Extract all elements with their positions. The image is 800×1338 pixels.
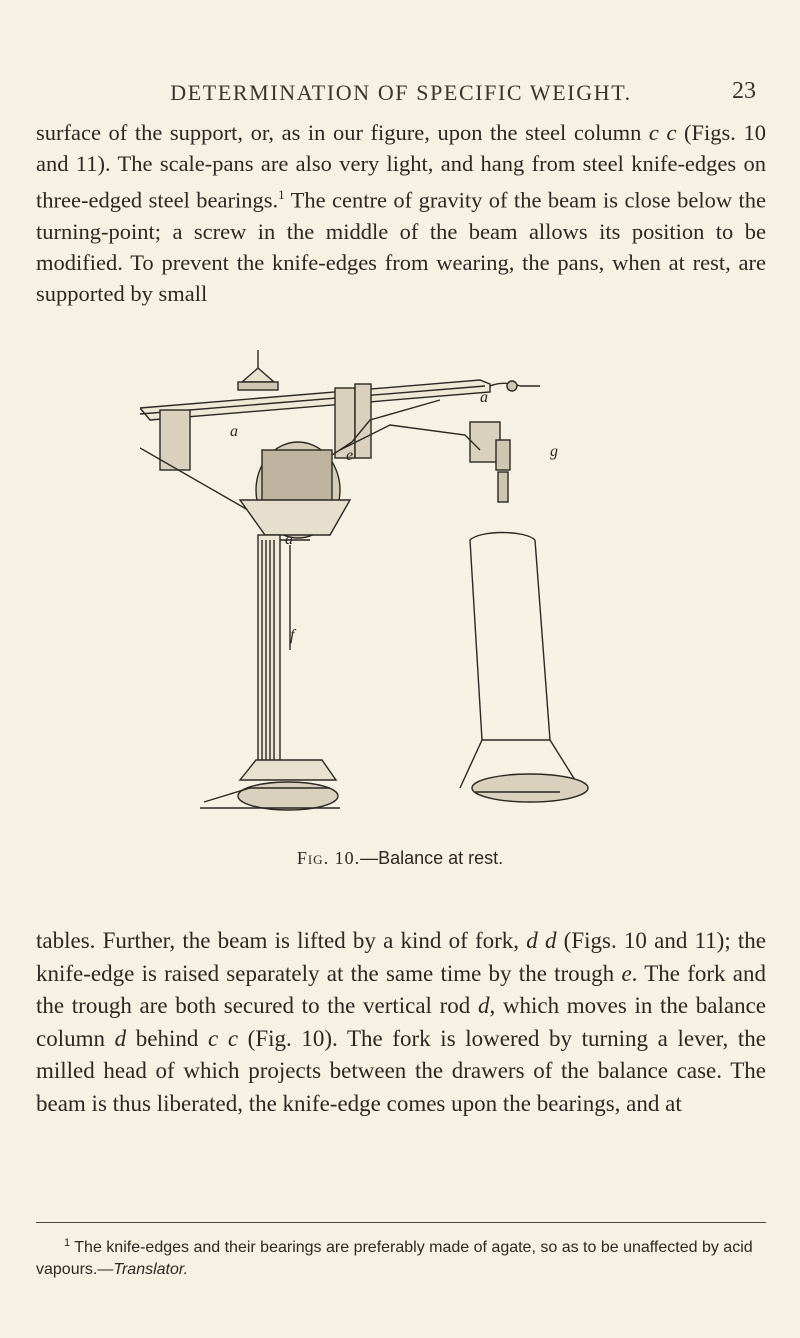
balance-drawing bbox=[140, 340, 620, 830]
footnote bbox=[36, 1232, 766, 1281]
paragraph-1 bbox=[36, 117, 766, 309]
text-run: . The fork and the trough are both secured to the vertical rod bbox=[36, 960, 766, 1018]
figure-letter-g: g bbox=[550, 443, 558, 460]
page-number: 23 bbox=[732, 78, 756, 104]
figure-letter-a: a bbox=[285, 531, 293, 548]
figure-letter-a: a bbox=[230, 423, 238, 440]
paragraph-2 bbox=[36, 925, 766, 1120]
text-run: (Figs. 10 and 11); the knife-edge is raised separately at the same time by the trough bbox=[36, 928, 767, 986]
italic-run: d bbox=[114, 1025, 127, 1051]
figure-label: Fig. 10. bbox=[296, 848, 361, 868]
balance-illustration bbox=[140, 340, 620, 830]
figure-letter-e: e bbox=[346, 447, 354, 464]
text-run: The centre of gravity of the beam is close below the turning-point; a screw in the middle of the beam allows its position to be modified. To prevent the knife-edges from wearing, the pans, when at rest, are supported by small bbox=[36, 187, 767, 306]
text-run: (Figs. 10 and 11). The scale-pans are also very light, and hang from steel knife-edges on three-edged steel bearings. bbox=[36, 120, 766, 213]
footnote-reference: 1 bbox=[278, 187, 285, 202]
italic-run: c c bbox=[648, 120, 677, 145]
italic-run: d d bbox=[526, 928, 557, 953]
running-head: DETERMINATION OF SPECIFIC WEIGHT. bbox=[170, 80, 632, 105]
footnote-divider bbox=[36, 1222, 766, 1223]
figure-caption-text: —Balance at rest. bbox=[360, 848, 504, 868]
text-run: , which moves in the balance column bbox=[36, 993, 766, 1051]
figure-letter-a: a bbox=[480, 389, 488, 406]
figure-caption bbox=[0, 848, 800, 869]
footnote-text: The knife-edges and their bearings are preferably made of agate, so as to be unaffected by acid vapours.— bbox=[36, 1239, 753, 1278]
text-run: surface of the support, or, as in our figure, upon the steel column bbox=[36, 120, 649, 145]
footnote-marker: 1 bbox=[64, 1237, 71, 1249]
figure-letter-f: f bbox=[290, 627, 295, 644]
italic-run: c c bbox=[207, 1025, 239, 1051]
text-run: behind bbox=[126, 1025, 208, 1051]
text-run: tables. Further, the beam is lifted by a kind of fork, bbox=[36, 928, 527, 953]
text-run: (Fig. 10). The fork is lowered by turning a lever, the milled head of which projects between the drawers of the balance case. The beam is thus liberated, the knife-edge comes upon the bearings, and at bbox=[36, 1025, 767, 1116]
footnote-attribution: Translator. bbox=[113, 1261, 189, 1278]
italic-run: e bbox=[621, 960, 632, 986]
italic-run: d bbox=[477, 993, 490, 1018]
